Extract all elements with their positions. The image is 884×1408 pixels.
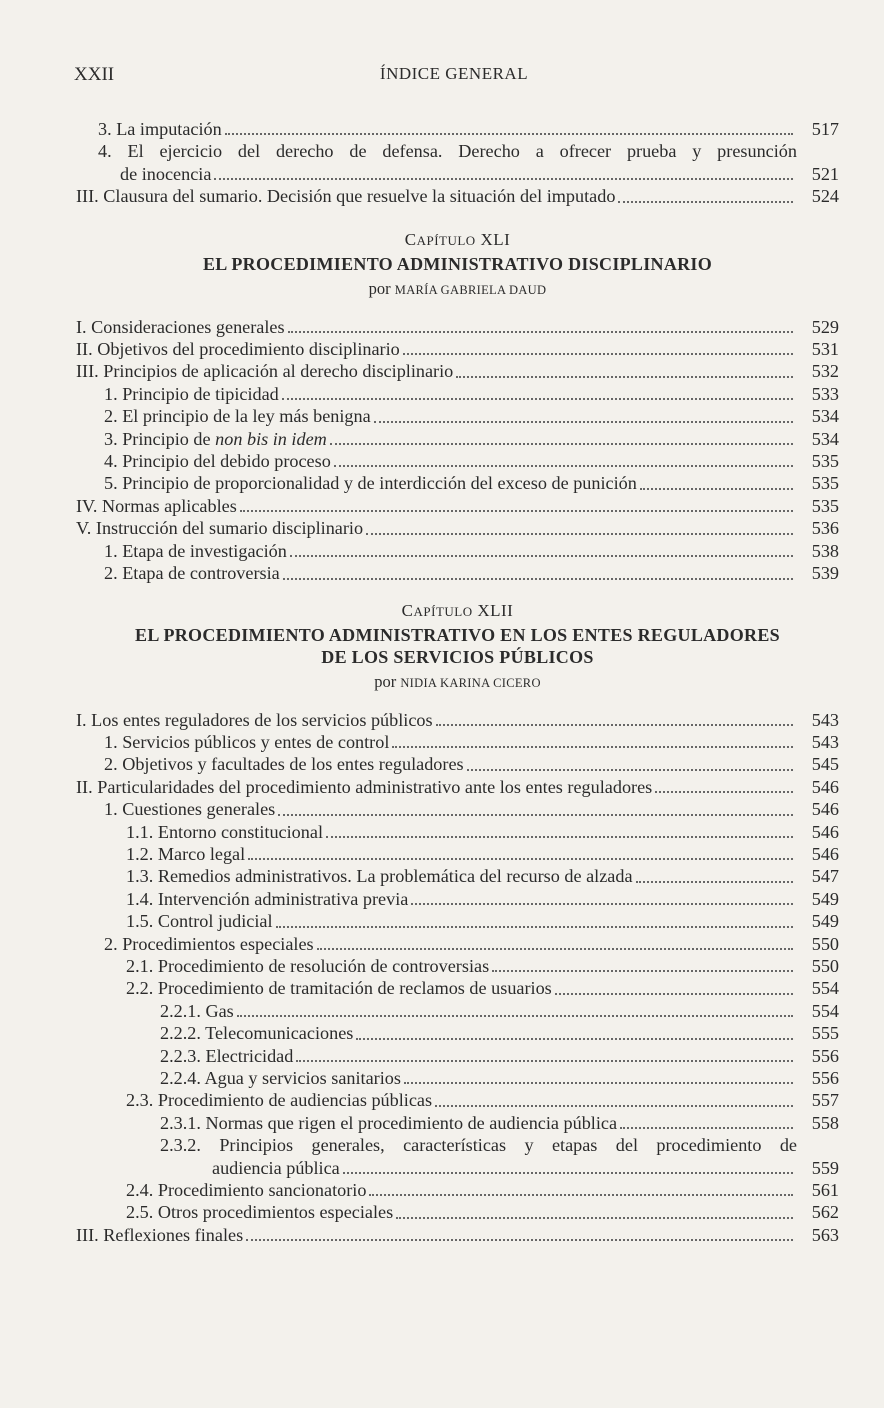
page-number: 538: [811, 540, 839, 561]
page-number: 529: [811, 316, 839, 337]
toc-entry: 2.2. Procedimiento de tramitación de reclamos de usuarios 554: [126, 978, 839, 999]
toc-entry: II. Objetivos del procedimiento disciplinario 531: [76, 339, 839, 360]
page-number: 559: [811, 1157, 839, 1178]
page-folio: XXII: [74, 64, 115, 85]
toc-entry: 1.5. Control judicial 549: [126, 911, 839, 932]
page-number: 547: [811, 866, 839, 887]
page-number: 549: [811, 888, 839, 909]
toc-entry: 2.2.4. Agua y servicios sanitarios 556: [160, 1068, 839, 1088]
toc-entry: 2.3.1. Normas que rigen el procedimiento de audiencia pública 558: [160, 1112, 839, 1133]
toc-entry: I. Los entes reguladores de los servicios públicos 543: [76, 709, 839, 730]
page-number: 563: [811, 1224, 839, 1245]
toc-entry: IV. Normas aplicables 535: [76, 495, 839, 516]
toc-entry: 2.1. Procedimiento de resolución de controversias 550: [126, 955, 839, 976]
toc-entry: 3. Principio de non bis in idem 534: [104, 428, 839, 449]
chapter-title: EL PROCEDIMIENTO ADMINISTRATIVO DISCIPLINARIO: [202, 253, 713, 274]
toc-entry: 1. Etapa de investigación 538: [104, 540, 839, 561]
page-header: [74, 64, 834, 94]
page-number: 545: [811, 754, 839, 775]
toc-entry: II. Particularidades del procedimiento administrativo ante los entes reguladores 546: [76, 776, 839, 797]
page-number: 521: [811, 163, 839, 184]
page-number: 550: [811, 955, 839, 976]
toc-entry: III. Principios de aplicación al derecho disciplinario 532: [76, 361, 839, 382]
page-number: 555: [811, 1023, 839, 1044]
toc-entry: 1.2. Marco legal 546: [126, 843, 839, 864]
page-number: 533: [811, 383, 839, 404]
page-number: 561: [811, 1180, 839, 1201]
page-number: 554: [811, 1000, 839, 1021]
toc-entry: 3. La imputación 517: [98, 119, 839, 139]
toc-entry: 2.4. Procedimiento sancionatorio 561: [126, 1180, 839, 1201]
page-number: 531: [811, 339, 839, 360]
toc-entry: 2. Objetivos y facultades de los entes reguladores 545: [104, 754, 839, 775]
page-number: 517: [811, 119, 839, 139]
toc-entry: 2. Etapa de controversia 539: [104, 563, 839, 584]
chapter-number: CAPÍTULO XLII: [401, 600, 514, 620]
page-number: 549: [811, 911, 839, 932]
chapter41-entries: [76, 316, 839, 585]
chapter-number: CAPÍTULO XLI: [404, 229, 511, 249]
toc-entry: 1. Principio de tipicidad 533: [104, 383, 839, 404]
page-number: 543: [811, 731, 839, 752]
page-number: 535: [811, 473, 839, 494]
toc-entry: 2.2.1. Gas 554: [160, 1000, 839, 1021]
page-number: 556: [811, 1068, 839, 1088]
page-number: 554: [811, 978, 839, 999]
page-number: 557: [811, 1090, 839, 1111]
chapter-title: EL PROCEDIMIENTO ADMINISTRATIVO EN LOS ENTES REGULADORES DE LOS SERVICIOS PÚBLICOS: [135, 624, 780, 667]
toc-entry: V. Instrucción del sumario disciplinario 536: [76, 518, 839, 539]
page-number: 546: [811, 821, 839, 842]
chapter-heading: [76, 228, 839, 302]
toc-entry: 1. Cuestiones generales 546: [104, 799, 839, 820]
toc-entry: 1. Servicios públicos y entes de control 543: [104, 731, 839, 752]
toc-entry: 1.1. Entorno constitucional 546: [126, 821, 839, 842]
page-number: 558: [811, 1112, 839, 1133]
toc-entry: 2. El principio de la ley más benigna 534: [104, 406, 839, 427]
toc-entry: I. Consideraciones generales 529: [76, 316, 839, 337]
toc-entry: 2.2.2. Telecomunicaciones 555: [160, 1023, 839, 1044]
running-title: ÍNDICE GENERAL: [379, 64, 529, 83]
toc-entry: 1.3. Remedios administrativos. La problemática del recurso de alzada 547: [126, 866, 839, 887]
toc-entry: III. Clausura del sumario. Decisión que resuelve la situación del imputado 524: [76, 186, 839, 207]
page-number: 543: [811, 709, 839, 730]
page-number: 535: [811, 495, 839, 516]
page-number: 546: [811, 776, 839, 797]
toc-entry: 2.5. Otros procedimientos especiales 562: [126, 1202, 839, 1223]
toc-entry: 4. El ejercicio del derecho de defensa. Derecho a ofrecer prueba y presunción de inocencia 521: [98, 141, 839, 184]
page-number: 524: [811, 186, 839, 207]
toc-entry: 4. Principio del debido proceso 535: [104, 451, 839, 472]
chapter-heading: [76, 599, 839, 695]
page-number: 535: [811, 451, 839, 472]
page-number: 546: [811, 843, 839, 864]
page-number: 534: [811, 406, 839, 427]
page-number: 536: [811, 518, 839, 539]
toc-entry: III. Reflexiones finales 563: [76, 1224, 839, 1245]
toc-entry: 5. Principio de proporcionalidad y de interdicción del exceso de punición 535: [104, 473, 839, 494]
toc-entry: 2.2.3. Electricidad 556: [160, 1045, 839, 1066]
page-number: 556: [811, 1045, 839, 1066]
toc-content: [76, 118, 839, 1246]
toc-entry: 1.4. Intervención administrativa previa 549: [126, 888, 839, 909]
page-number: 550: [811, 933, 839, 954]
chapter42-entries: [76, 709, 839, 1247]
page-number: 546: [811, 799, 839, 820]
chapter-author: por MARÍA GABRIELA DAUD: [368, 278, 547, 298]
chapter-author: por NIDIA KARINA CICERO: [374, 671, 541, 691]
page-number: 539: [811, 563, 839, 584]
page-number: 562: [811, 1202, 839, 1223]
page-number: 534: [811, 428, 839, 449]
page-number: 532: [811, 361, 839, 382]
toc-entry: 2.3.2. Principios generales, características y etapas del procedimiento de audiencia pública 559: [160, 1135, 839, 1178]
toc-entry: 2.3. Procedimiento de audiencias públicas 557: [126, 1090, 839, 1111]
toc-entry: 2. Procedimientos especiales 550: [104, 933, 839, 954]
